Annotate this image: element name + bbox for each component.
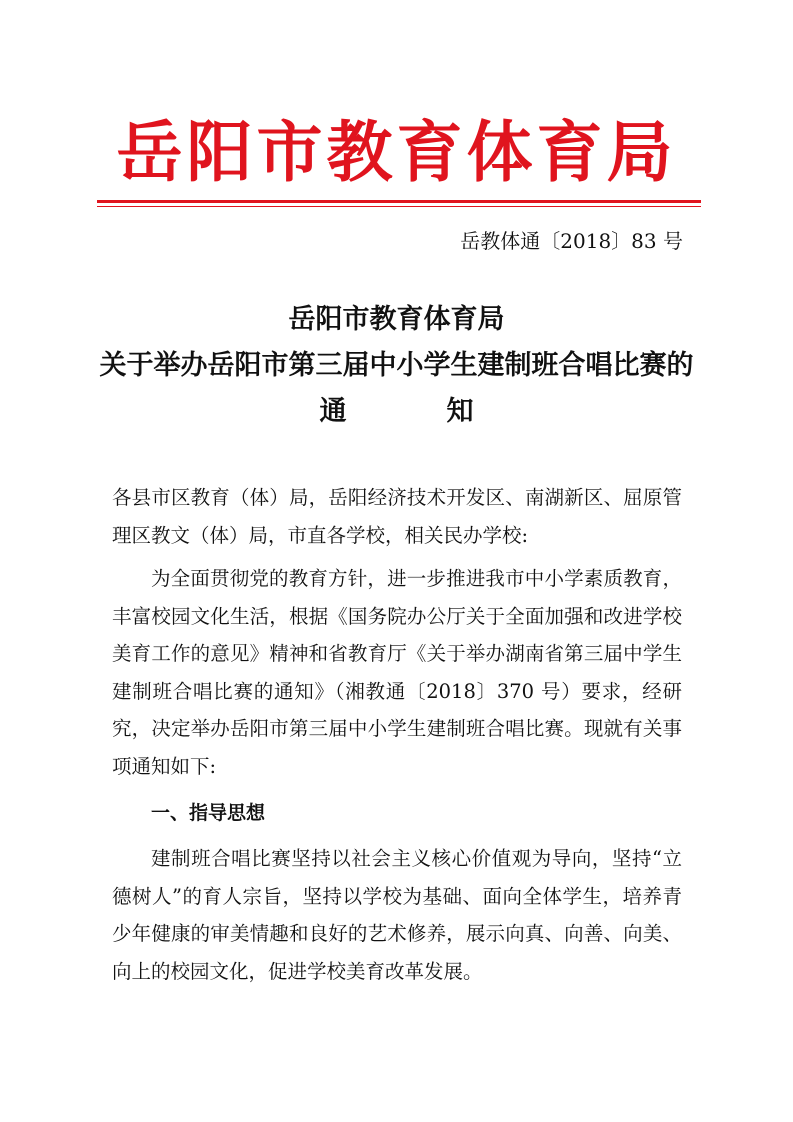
title-line-2: 关于举办岳阳市第三届中小学生建制班合唱比赛的 bbox=[99, 350, 694, 381]
document-number: 岳教体通〔2018〕83 号 bbox=[460, 229, 683, 253]
title-line-3 bbox=[0, 392, 793, 432]
intro-paragraph: 为全面贯彻党的教育方针，进一步推进我市中小学素质教育，丰富校园文化生活，根据《国务院办公厅关于全面加强和改进学校美育工作的意见》精神和省教育厅《关于举办湖南省第三届中学生建制班合唱比赛的通知》（湘教通〔2018〕370 号）要求，经研究，决定举办岳阳市第三届中小学生建制班合唱比赛。现就有关事项通知如下: bbox=[112, 567, 682, 778]
letterhead-org-name: 岳阳市教育体育局 bbox=[116, 113, 677, 191]
addressee: 各县市区教育（体）局，岳阳经济技术开发区、南湖新区、屈原管理区教文（体）局，市直各学校，相关民办学校: bbox=[112, 486, 682, 547]
title-char-zhi: 知 bbox=[446, 396, 474, 427]
letterhead-divider-thick bbox=[97, 200, 701, 203]
letterhead-divider-thin bbox=[97, 206, 701, 207]
title-char-tong: 通 bbox=[319, 396, 347, 427]
section-heading-guiding-ideology: 一、指导思想 bbox=[151, 802, 266, 824]
title-line-1: 岳阳市教育体育局 bbox=[288, 304, 505, 335]
section-paragraph-guiding-ideology: 建制班合唱比赛坚持以社会主义核心价值观为导向，坚持“立德树人”的育人宗旨，坚持以学校为基础、面向全体学生，培养青少年健康的审美情趣和良好的艺术修养，展示向真、向善、向美、向上的校园文化，促进学校美育改革发展。 bbox=[112, 847, 682, 983]
